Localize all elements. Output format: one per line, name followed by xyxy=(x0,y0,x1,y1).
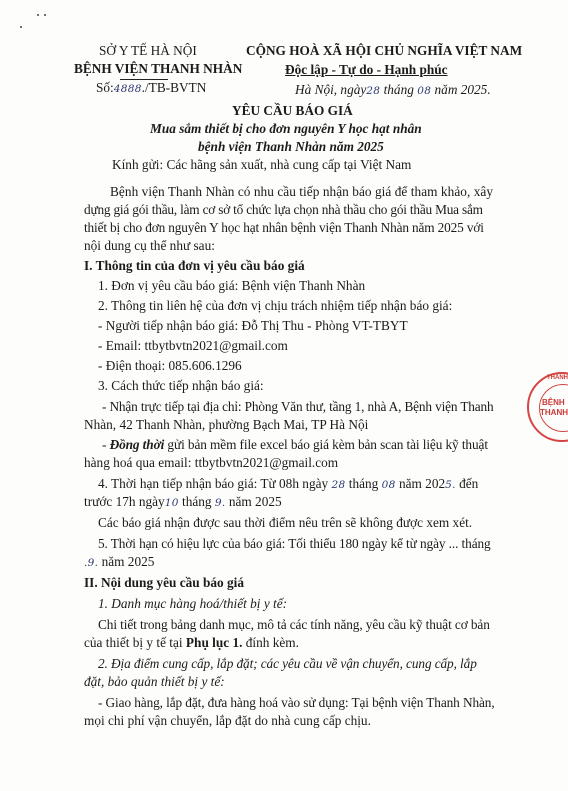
date-part1: Hà Nội, ngày xyxy=(295,82,367,97)
issue-date xyxy=(295,82,491,98)
delivery-line-2: mọi chi phí vận chuyển, lắp đặt do nhà cung cấp chịu. xyxy=(84,713,371,728)
item4-month1: 08 xyxy=(381,479,396,491)
item4-e: trước 17h ngày xyxy=(84,494,165,509)
nation-title: CỘNG HOÀ XÃ HỘI CHỦ NGHĨA VIỆT NAM xyxy=(246,43,523,58)
item4-month2: 9. xyxy=(214,497,226,509)
document-title: YÊU CẦU BÁO GIÁ xyxy=(232,103,353,118)
detail-line-2 xyxy=(84,635,299,651)
section-1-item-2: 2. Thông tin liên hệ của đơn vị chịu trách nhiệm tiếp nhận báo giá: xyxy=(98,298,453,313)
intro-line-1: Bệnh viện Thanh Nhàn có nhu cầu tiếp nhận báo giá để tham khảo, xây xyxy=(110,184,494,199)
section-1-item-4-line-1 xyxy=(98,476,478,492)
item4-d: đến xyxy=(459,476,479,491)
doc-no-suffix: ./TB-BVTN xyxy=(141,80,207,95)
detail-appendix: Phụ lục 1. xyxy=(185,635,243,650)
section-1-item-1: 1. Đơn vị yêu cầu báo giá: Bệnh viện Thanh Nhàn xyxy=(98,278,366,293)
contact-email: - Email: ttbytbvtn2021@gmail.com xyxy=(98,338,288,353)
item4-a: 4. Thời hạn tiếp nhận báo giá: Từ 08h ngày xyxy=(98,476,329,491)
scan-speck xyxy=(37,14,39,16)
intro-line-4: nội dung cụ thể như sau: xyxy=(84,238,215,253)
item4-b: tháng xyxy=(348,476,379,491)
item4-day1: 28 xyxy=(331,479,346,491)
section-2-heading: II. Nội dung yêu cầu báo giá xyxy=(84,575,244,590)
stamp-text-top: THANH xyxy=(547,375,568,381)
item5-year: năm 2025 xyxy=(98,554,155,569)
item5-month: .9. xyxy=(84,557,99,569)
document-subtitle-1: Mua sắm thiết bị cho đơn nguyên Y học hạt nhân xyxy=(150,121,422,136)
simultaneous-line-1 xyxy=(102,437,488,453)
simul-dash: - xyxy=(102,437,107,452)
document-number xyxy=(96,80,206,96)
section-2-sub-2-line-1: 2. Địa điểm cung cấp, lắp đặt; các yêu cầu về vận chuyển, cung cấp, lắp xyxy=(98,656,477,671)
section-1-item-3: 3. Cách thức tiếp nhận báo giá: xyxy=(98,378,264,393)
simul-text: gửi bản mềm file excel báo giá kèm bản scan tài liệu kỹ thuật xyxy=(164,437,488,452)
ministry-name: SỞ Y TẾ HÀ NỘI xyxy=(99,43,197,58)
item4-day2: 10 xyxy=(164,497,179,509)
national-motto: Độc lập - Tự do - Hạnh phúc xyxy=(285,62,448,77)
section-1-item-4-line-2 xyxy=(84,494,282,510)
late-submission-note: Các báo giá nhận được sau thời điểm nêu trên sẽ không được xem xét. xyxy=(98,515,473,530)
date-part3: năm 2025. xyxy=(434,82,491,97)
date-day: 28 xyxy=(366,85,381,97)
detail-line-1: Chi tiết trong bảng danh mục, mô tả các tính năng, yêu cầu kỹ thuật cơ bản xyxy=(98,617,490,632)
direct-receipt-line-1: - Nhận trực tiếp tại địa chỉ: Phòng Văn thư, tầng 1, nhà A, Bệnh viện Thanh xyxy=(102,399,494,414)
section-1-heading: I. Thông tin của đơn vị yêu cầu báo giá xyxy=(84,258,305,273)
stamp-text-mid1: BỆNH xyxy=(542,398,565,407)
detail-text-c: đính kèm. xyxy=(242,635,299,650)
doc-no-prefix: Số: xyxy=(96,80,114,95)
intro-line-3: thiết bị cho đơn nguyên Y học hạt nhân bệnh viện Thanh Nhàn năm 2025 với xyxy=(84,220,484,235)
simultaneous-line-2: hàng hoá qua email: ttbytbvtn2021@gmail.com xyxy=(84,455,339,470)
scan-speck xyxy=(44,14,46,16)
delivery-line-1: - Giao hàng, lắp đặt, đưa hàng hoá vào sử dụng: Tại bệnh viện Thanh Nhàn, xyxy=(98,695,495,710)
item4-g: năm 2025 xyxy=(228,494,282,509)
hospital-stamp xyxy=(527,372,568,442)
section-1-item-5-line-1: 5. Thời hạn có hiệu lực của báo giá: Tối thiểu 180 ngày kể từ ngày ... tháng xyxy=(98,536,491,551)
intro-line-2: dựng giá gói thầu, làm cơ sở tổ chức lựa chọn nhà thầu cho gói thầu Mua sắm xyxy=(84,202,483,217)
hospital-name: BỆNH VIỆN THANH NHÀN xyxy=(74,61,243,76)
item4-c: năm 202 xyxy=(398,476,446,491)
date-part2: tháng xyxy=(383,82,414,97)
section-1-item-5-line-2 xyxy=(84,554,154,570)
recipient-line: Kính gửi: Các hãng sản xuất, nhà cung cấp tại Việt Nam xyxy=(112,157,412,172)
section-2-sub-2-line-2: đặt, bảo quản thiết bị y tế: xyxy=(84,674,225,689)
contact-receiver: - Người tiếp nhận báo giá: Đỗ Thị Thu - Phòng VT-TBYT xyxy=(98,318,408,333)
detail-text-a: của thiết bị y tế tại xyxy=(84,635,186,650)
scan-speck xyxy=(20,26,22,28)
date-month: 08 xyxy=(417,85,432,97)
document-subtitle-2: bệnh viện Thanh Nhàn năm 2025 xyxy=(198,139,384,154)
simul-bold: Đồng thời xyxy=(109,437,165,452)
doc-no-handwritten: 4888 xyxy=(113,83,142,95)
item4-f: tháng xyxy=(182,494,212,509)
stamp-text-mid2: THANH xyxy=(540,408,568,417)
item4-year-end: 5. xyxy=(445,479,456,491)
contact-phone: - Điện thoại: 085.606.1296 xyxy=(98,358,242,373)
section-2-sub-1: 1. Danh mục hàng hoá/thiết bị y tế: xyxy=(98,596,288,611)
direct-receipt-line-2: Nhàn, 42 Thanh Nhàn, phường Bạch Mai, TP Hà Nội xyxy=(84,417,369,432)
